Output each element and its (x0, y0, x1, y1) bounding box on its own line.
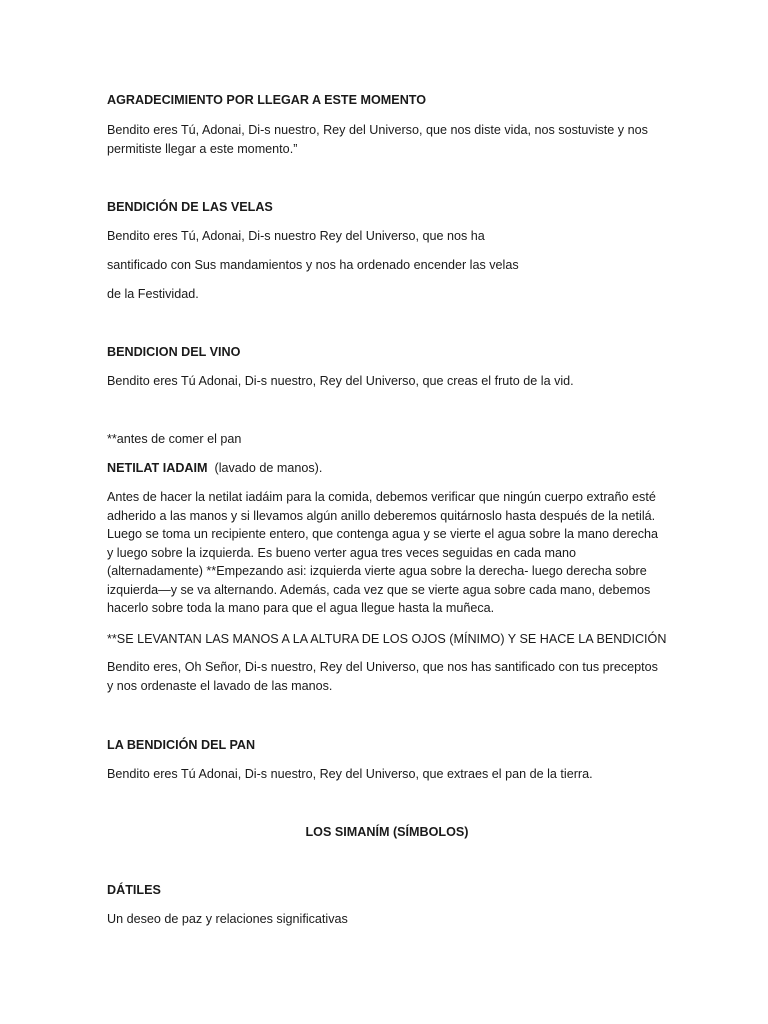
text-line: izquierda—y se va alternando. Además, cada vez que se vierte agua sobre cada mano, debemos (107, 582, 651, 597)
heading-velas: BENDICIÓN DE LAS VELAS (107, 200, 273, 214)
text-line: Bendito eres Tú Adonai, Di-s nuestro, Rey del Universo, que extraes el pan de la tierra. (107, 767, 593, 781)
note-antes-pan: **antes de comer el pan (107, 432, 242, 446)
heading-datiles: DÁTILES (107, 883, 161, 897)
text-line: (alternadamente) **Empezando asi: izquierda vierte agua sobre la derecha- luego derecha sobre (107, 564, 647, 578)
text-line: Bendito eres Tú Adonai, Di-s nuestro, Rey del Universo, que creas el fruto de la vid. (107, 374, 574, 388)
netilat-heading (107, 459, 667, 478)
text-line: santificado con Sus mandamientos y nos ha ordenado encender las velas (107, 258, 519, 272)
text-line: Antes de hacer la netilat iadáim para la comida, debemos verificar que ningún cuerpo extraño esté (107, 490, 656, 504)
text-line: Bendito eres Tú, Adonai, Di-s nuestro Rey del Universo, que nos ha (107, 229, 485, 243)
netilat-title: NETILAT IADAIM (107, 461, 208, 475)
heading-agradecimiento: AGRADECIMIENTO POR LLEGAR A ESTE MOMENTO (107, 93, 427, 107)
text-line: adherido a las manos y si llevamos algún anillo deberemos quitárnoslo hasta después de la netilá. (107, 508, 656, 523)
text-line: permitiste llegar a este momento.” (107, 141, 298, 156)
text-line: Un deseo de paz y relaciones significativas (107, 912, 348, 926)
text-line: y nos ordenaste el lavado de las manos. (107, 678, 333, 693)
heading-pan: LA BENDICIÓN DEL PAN (107, 738, 256, 752)
paragraph-manos (107, 658, 667, 695)
heading-vino: BENDICION DEL VINO (107, 345, 241, 359)
text-line: de la Festividad. (107, 287, 199, 301)
paragraph-agradecimiento (107, 121, 667, 158)
netilat-subtitle: (lavado de manos). (214, 461, 323, 475)
paragraph-netilat (107, 488, 667, 618)
text-line: y luego sobre la izquierda. Es bueno verter agua tres veces seguidas en cada mano (107, 545, 577, 560)
heading-simanim: LOS SIMANÍM (SÍMBOLOS) (305, 825, 469, 839)
text-line: Bendito eres, Oh Señor, Di-s nuestro, Rey del Universo, que nos has santificado con tus preceptos (107, 660, 658, 674)
text-line: Bendito eres Tú, Adonai, Di-s nuestro, Rey del Universo, que nos diste vida, nos sostuviste y nos (107, 123, 648, 137)
text-line: hacerlo sobre toda la mano para que el agua llegue hasta la muñeca. (107, 601, 495, 615)
text-line: Luego se toma un recipiente entero, que contenga agua y se vierte el agua sobre la mano derecha (107, 527, 659, 541)
instruction-levantan: **SE LEVANTAN LAS MANOS A LA ALTURA DE LOS OJOS (MÍNIMO) Y SE HACE LA BENDICIÓN (107, 632, 667, 646)
